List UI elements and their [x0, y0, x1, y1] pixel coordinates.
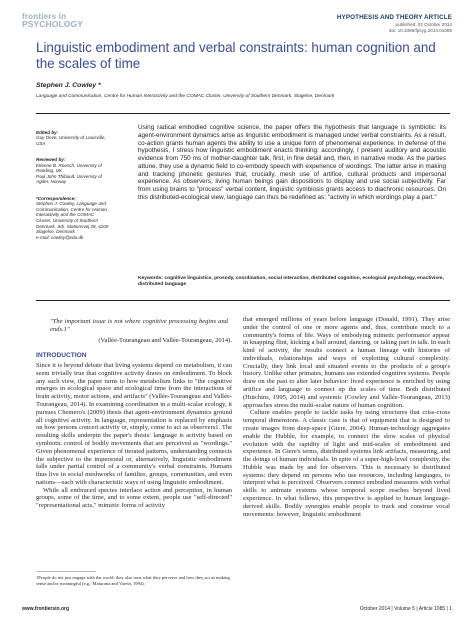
doi: doi: 10.3389/fpsyg.2014.01085: [388, 27, 452, 33]
correspondence-block: [36, 190, 124, 240]
intro-paragraph-1: Since it is beyond debate that living systems depend on metabolism, it can seem trivially true that cognitive activity draws on embodiment. To block any such view, the paper turns to how metabolism links to "the cognitive emerges in ecological space and ecological time from the interactions of brain activity, motor actions, and artifacts" (Vallée-Tourangeau and Vallée-Tourangeau, 2014). In examining coordination in a multi-scalar ecology, it pursues Chemero's (2009) thesis that agent-environment dynamics ground all cognitive activity. In language, representation is replaced by emphasis on how persons concert activity or, simply, come to act as observers1. The resulting skills underpin the paper's thesis: language is activity based on symbiotic control of bodily movements that are perceived as "wordings." Given phenomenal experience of iterated patterns, understanding connects the subjective to the impersonal or, alternatively, linguistic embodiment falls under partial control of a community's verbal constraints. Humans thus live in social meshworks of families, groups, communities, and even nations—each with characteristic ways of using linguistic embodiment.: [36, 362, 232, 486]
reviewed-block: [36, 151, 124, 185]
keywords-label: Keywords:: [138, 276, 164, 281]
intro-paragraph-2: While all embraced species interlace action and perception, in human groups, some of the time, and to some extent, people use "self-directed" "representational acts," mimetic forms of activity: [36, 486, 232, 510]
footer-url[interactable]: www.frontiersin.org: [22, 606, 70, 612]
header-divider: [36, 113, 450, 114]
correspondence: Stephen J. Cowley, Language and Communication, Centre for Human Interactivity and the COMAC Cluster, University of Southern Denmark, Sdr. Stationsvej 28, 4200 Slagelse, Denmark e-mail: cowley@sdu.dk: [36, 201, 109, 240]
body-paragraph-1: that emerged millions of years before language (Donald, 1991). They arise under the control of one or more agents and, thus, contribute much to a community's forms of life. Ways of embodying mimetic performance appear in knapping flint, kicking a ball around, dancing, or taking part in talk. In each kind of activity, the results connect a human lineage with histories of individuals, relationships and ways of exploiting cultural complexity. Crucially, they link local and situated events to the products of a group's history. Unlike other primates, humans use extended cognitive systems. People draw on the past to alter later behavior: lived experience is enriched by using artifice and language to connect up the scales of time. Both distributed (Hutchins, 1995, 2014) and systemic (Cowley and Vallée-Tourangeau, 2013) approaches stress the multi-scalar nature of human cognition.: [243, 316, 450, 409]
logo-journal-text: PSYCHOLOGY: [22, 19, 83, 29]
edited-block: [36, 124, 124, 146]
published-date: published: 02 October 2014: [395, 22, 452, 27]
body-paragraph-2: Culture enables people to tackle tasks by using structures that criss-cross temporal dimensions. A classic case is that of equipment that is designed to create images from deep-space (Giere, 2004). Human-technology aggregates enable the Hubble, for example, to connect the slow scales of physical evolution with the rapidity of light and mid-scales of embodiment and experience. In Giere's terms, distributed systems link artifacts, measuring, and the doings of human individuals. In spite of a super-high-level complexity, the Hubble was made by and for observers. This is necessary to distributed systems: they depend on persons who use resources, including languages, to interpret what is perceived. Observers connect embodied measures with verbal skills to animate systems whose temporal scope reaches beyond lived experience. In what follows, this perspective is applied to human language-derived skills. Bodily synergies enable people to track and construe vocal movements: however, linguistic embodiment: [243, 409, 450, 518]
editorial-info: [36, 124, 124, 245]
article-type: HYPOTHESIS AND THEORY ARTICLE: [336, 14, 452, 21]
logo-frontiers-text: frontiers in: [22, 12, 67, 21]
abstract-divider: [36, 300, 450, 301]
keywords: [138, 276, 446, 288]
footnote: 1People do not just engage with the world: they also treat what they perceive and how they act as making sense and/or meaningful (e.g., Maturana and Varela, 1994).: [36, 575, 230, 586]
abstract: Using radical embodied cognitive science, the paper offers the hypothesis that language is symbiotic: its agent-environment dynamics arise as linguistic embodiment is managed under verbal constraints. As a result, co-action grants human agents the ability to use a unique form of phenomenal experience. In defense of the hypothesis, I stress how linguistic embodiment enacts thinking: accordingly, I present auditory and acoustic evidence from 750 ms of mother-daughter talk, first, in fine detail and, then, in narrative mode. As the parties attune, they use a dynamic field to co-embody speech with experience of wordings. The latter arise in making and tracking phonetic gestures that, crucially, mesh use of artifice, cultural products and impersonal experience. As observers, living human beings gain dispositions to display and use social subjectivity. Far from using brains to "process" verbal content, linguistic symbiosis grants access to diachronic resources. On this distributed-ecological view, language can thus be redefined as: "activity in which wordings play a part.": [138, 124, 446, 201]
reviewed-label: Reviewed by:: [36, 156, 66, 162]
epigraph: "The important issue is not where cognitive processing begins and ends.1": [50, 318, 228, 333]
affiliation: Language and Communication, Centre for Human Interactivity and the COMAC Cluster, University of Southern Denmark, Slagelse, Denmark: [36, 94, 335, 99]
footnote-rule: [36, 571, 96, 572]
edited-by: Guy Dove, University of Louisville, USA: [36, 135, 106, 146]
right-column: [243, 316, 450, 518]
correspondence-label: *Correspondence:: [36, 195, 76, 201]
epigraph-source: (Vallée-Tourangeau and Vallée-Tourangeau, 2014).: [98, 336, 232, 344]
reviewed-by: Etienne B. Roesch, University of Reading, UK Paul John Thibault, University of Agder, Norway: [36, 162, 102, 185]
article-title: Linguistic embodiment and verbal constraints: human cognition and the scales of time: [36, 40, 436, 71]
section-heading: INTRODUCTION: [36, 352, 87, 360]
footer-issue: October 2014 | Volume 5 | Article 1085 | 1: [359, 606, 452, 612]
author: Stephen J. Cowley *: [36, 82, 101, 89]
article-meta: [252, 14, 452, 34]
journal-logo: [22, 13, 86, 29]
edited-label: Edited by:: [36, 129, 59, 135]
page-footer: [22, 606, 452, 612]
keywords-text: cognitive linguistics, prosody, coordination, social interaction, distributed cognition, ecological psychology, enactivism, distributed language: [138, 276, 444, 288]
left-column: [36, 318, 232, 510]
